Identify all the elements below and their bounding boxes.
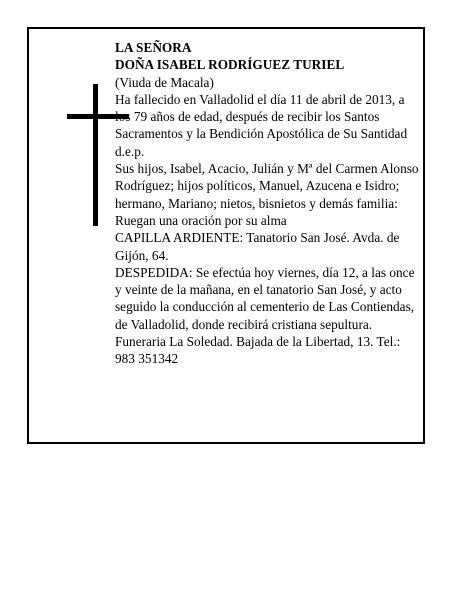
chapel-text: CAPILLA ARDIENTE: Tanatorio San José. Avda. de Gijón, 64. bbox=[115, 230, 400, 263]
funeral-home-text: Funeraria La Soledad. Bajada de la Libertad, 13. Tel.: 983 351342 bbox=[115, 334, 401, 367]
notice-title: LA SEÑORA bbox=[115, 40, 192, 55]
obituary-text bbox=[115, 39, 421, 368]
family-text: Sus hijos, Isabel, Acacio, Julián y Mª del Carmen Alonso Rodríguez; hijos políticos, Manuel, Azucena e Isidro; hermano, Mariano; nietos, bisnietos y demás familia: bbox=[115, 161, 419, 211]
death-text: Ha fallecido en Valladolid el día 11 de abril de 2013, a los 79 años de edad, después de recibir los Santos Sacramentos y la Bendición Apostólica de Su Santidad bbox=[115, 91, 408, 142]
rip-text: d.e.p. bbox=[115, 143, 145, 159]
prayer-text: Ruegan una oración por su alma bbox=[115, 212, 287, 228]
cross-vertical-bar bbox=[93, 84, 98, 226]
farewell-text: DESPEDIDA: Se efectúa hoy viernes, día 12, a las once y veinte de la mañana, en el tanatorio San José, y acto seguido la conducción al cementerio de Las Contiendas, de Valladolid, donde recibirá cristiana sepultura. bbox=[115, 264, 415, 332]
widow-of: (Viuda de Macala) bbox=[115, 74, 214, 90]
deceased-name: DOÑA ISABEL RODRÍGUEZ TURIEL bbox=[115, 57, 345, 73]
